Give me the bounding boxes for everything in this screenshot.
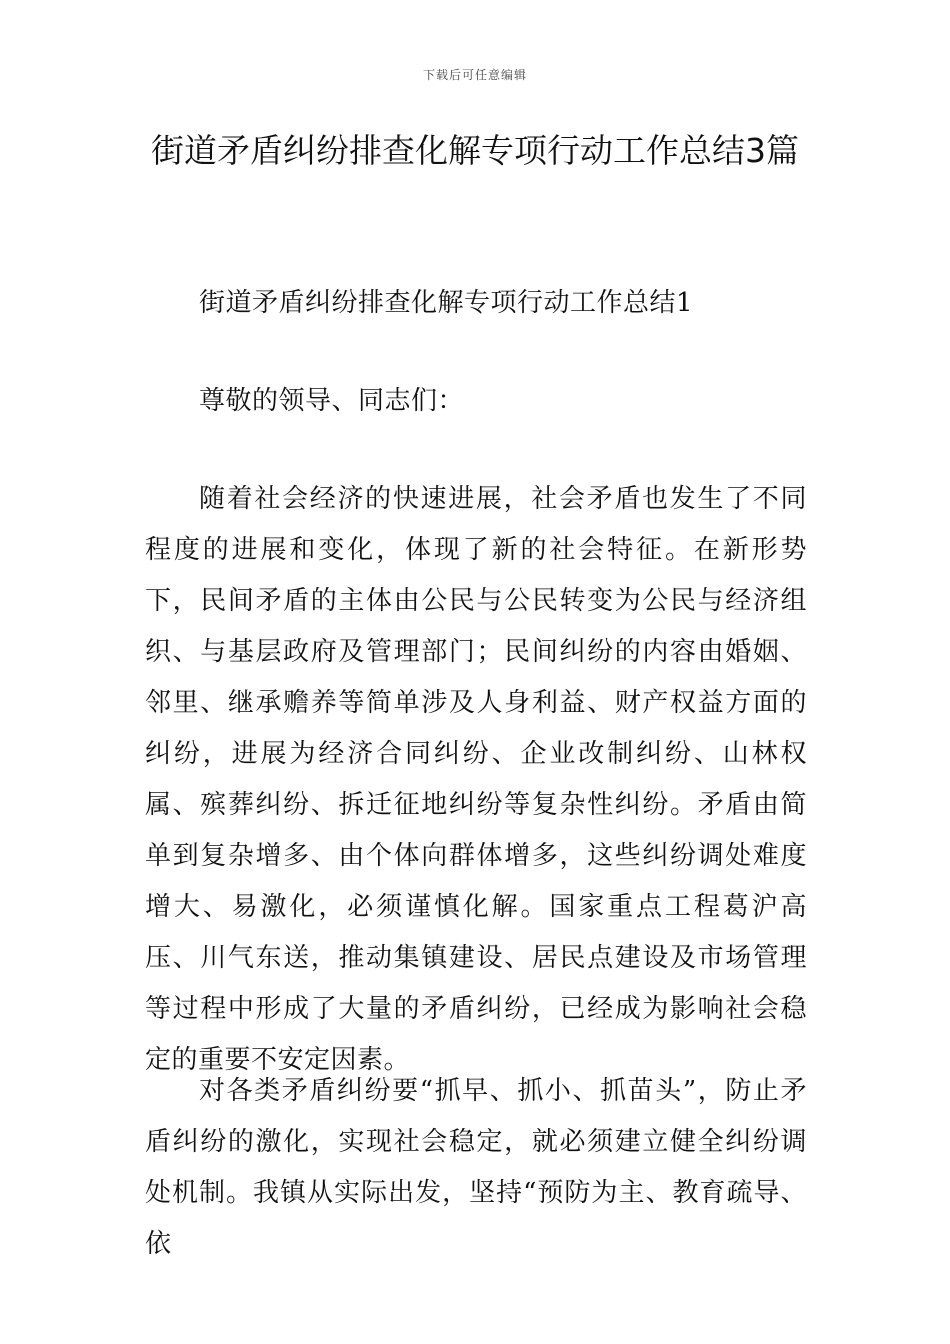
header-note: 下载后可任意编辑 [422,68,527,82]
document-title: 街道矛盾纠纷排查化解专项行动工作总结3篇 [151,131,799,170]
greeting: 尊敬的领导、同志们： [199,386,465,416]
section-subtitle: 街道矛盾纠纷排查化解专项行动工作总结1 [199,288,694,318]
paragraph: 对各类矛盾纠纷要“抓早、抓小、抓苗头”，防止矛盾纠纷的激化，实现社会稳定，就必须建立健全纠纷调处机制。我镇从实际出发，坚持“预防为主、教育疏导、依 [145,1076,807,1259]
paragraph: 随着社会经济的快速进展，社会矛盾也发生了不同程度的进展和变化，体现了新的社会特征。在新形势下，民间矛盾的主体由公民与公民转变为公民与经济组织、与基层政府及管理部门；民间纠纷的内容由婚姻、邻里、继承赡养等简单涉及人身利益、财产权益方面的纠纷，进展为经济合同纠纷、企业改制纠纷、山林权属、殡葬纠纷、拆迁征地纠纷等复杂性纠纷。矛盾由简单到复杂增多、由个体向群体增多，这些纠纷调处难度增大、易激化，必须谨慎化解。国家重点工程葛沪高压、川气东送，推动集镇建设、居民点建设及市场管理等过程中形成了大量的矛盾纠纷，已经成为影响社会稳定的重要不安定因素。 [145,484,807,1075]
